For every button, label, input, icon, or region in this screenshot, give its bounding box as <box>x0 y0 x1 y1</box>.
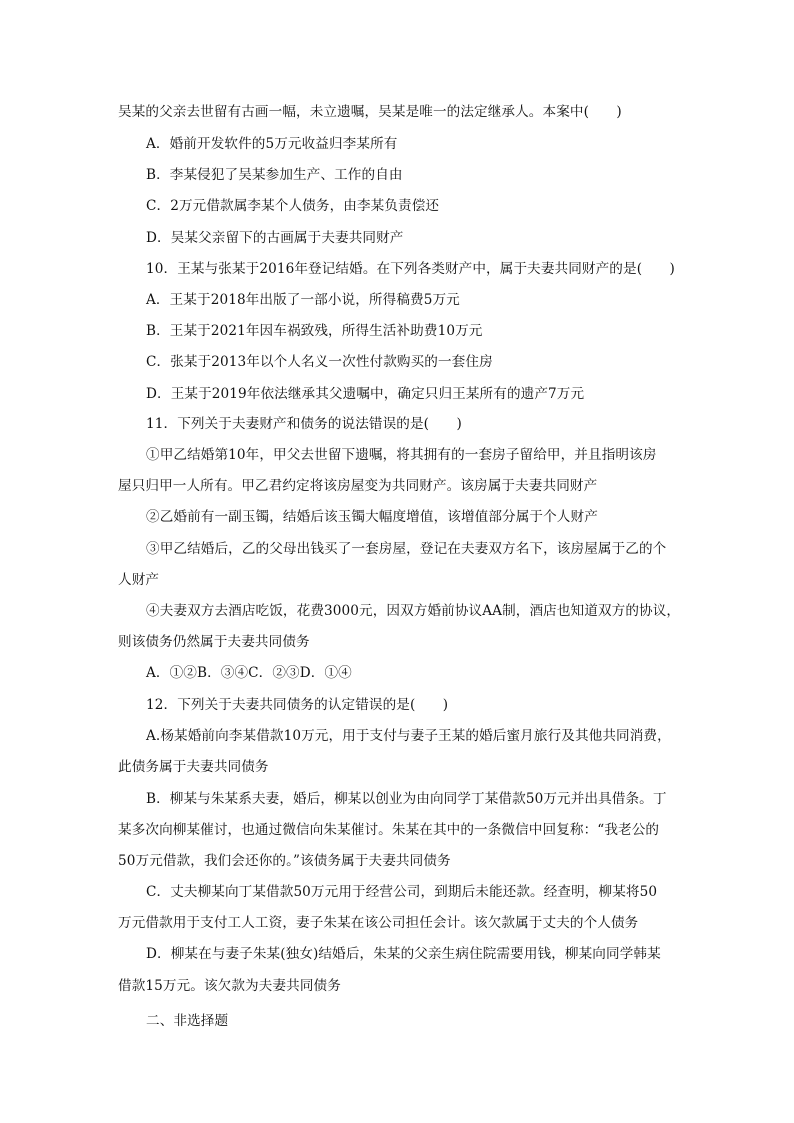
q11-statement-2: ②乙婚前有一副玉镯，结婚后该玉镯大幅度增值，该增值部分属于个人财产 <box>146 509 598 525</box>
q10-stem: 10．王某与张某于2016年登记结婚。在下列各类财产中，属于夫妻共同财产的是( ) <box>146 261 675 277</box>
q9-stem-continuation: 吴某的父亲去世留有古画一幅，未立遗嘱，吴某是唯一的法定继承人。本案中( ) <box>118 104 622 120</box>
q11-statement-1-line-1: ①甲乙结婚第10年，甲父去世留下遗嘱，将其拥有的一套房子留给甲，并且指明该房 <box>146 447 657 463</box>
q10-option-a: A．王某于2018年出版了一部小说，所得稿费5万元 <box>146 292 460 308</box>
q12-option-b-line-2: 某多次向柳某催讨，也通过微信向朱某催讨。朱某在其中的一条微信中回复称：“我老公的 <box>118 822 660 838</box>
q10-option-b: B．王某于2021年因车祸致残，所得生活补助费10万元 <box>146 323 483 339</box>
q12-option-d-line-2: 借款15万元。该欠款为夫妻共同债务 <box>118 978 341 994</box>
q9-option-d: D．吴某父亲留下的古画属于夫妻共同财产 <box>146 230 404 246</box>
q11-stem: 11．下列关于夫妻财产和债务的说法错误的是( ) <box>146 416 462 432</box>
q9-option-b: B．李某侵犯了吴某参加生产、工作的自由 <box>146 167 403 183</box>
q11-statement-3-line-2: 人财产 <box>118 572 160 588</box>
q9-option-c: C．2万元借款属李某个人债务，由李某负责偿还 <box>146 198 440 214</box>
q11-statement-1-line-2: 屋只归甲一人所有。甲乙君约定将该房屋变为共同财产。该房属于夫妻共同财产 <box>118 478 598 494</box>
q11-statement-4-line-1: ④夫妻双方去酒店吃饭，花费3000元，因双方婚前协议AA制，酒店也知道双方的协议， <box>146 603 681 619</box>
q12-option-c-line-1: C．丈夫柳某向丁某借款50万元用于经营公司，到期后未能还款。经查明，柳某将50 <box>146 884 658 900</box>
q10-option-d: D．王某于2019年依法继承其父遗嘱中，确定只归王某所有的遗产7万元 <box>146 386 585 402</box>
q11-statement-3-line-1: ③甲乙结婚后，乙的父母出钱买了一套房屋，登记在夫妻双方名下，该房屋属于乙的个 <box>146 541 667 557</box>
q12-option-a-line-1: A.杨某婚前向李某借款10万元，用于支付与妻子王某的婚后蜜月旅行及其他共同消费， <box>146 728 671 744</box>
q12-option-a-line-2: 此债务属于夫妻共同债务 <box>118 759 269 775</box>
q10-option-c: C．张某于2013年以个人名义一次性付款购买的一套住房 <box>146 354 493 370</box>
q12-stem: 12．下列关于夫妻共同债务的认定错误的是( ) <box>146 697 449 713</box>
q12-option-b-line-1: B．柳某与朱某系夫妻，婚后，柳某以创业为由向同学丁某借款50万元并出具借条。丁 <box>146 791 667 807</box>
q11-statement-4-line-2: 则该债务仍然属于夫妻共同债务 <box>118 634 310 650</box>
section-heading-non-choice: 二、非选择题 <box>146 1013 229 1029</box>
q12-option-d-line-1: D．柳某在与妻子朱某(独女)结婚后，朱某的父亲生病住院需要用钱，柳某向同学韩某 <box>146 946 661 962</box>
q9-option-a: A．婚前开发软件的5万元收益归李某所有 <box>146 136 398 152</box>
q12-option-b-line-3: 50万元借款，我们会还你的。”该债务属于夫妻共同债务 <box>118 853 451 869</box>
q12-option-c-line-2: 万元借款用于支付工人工资，妻子朱某在该公司担任会计。该欠款属于丈夫的个人债务 <box>118 915 639 931</box>
q11-options: A．①②B．③④C．②③D．①④ <box>146 665 352 681</box>
